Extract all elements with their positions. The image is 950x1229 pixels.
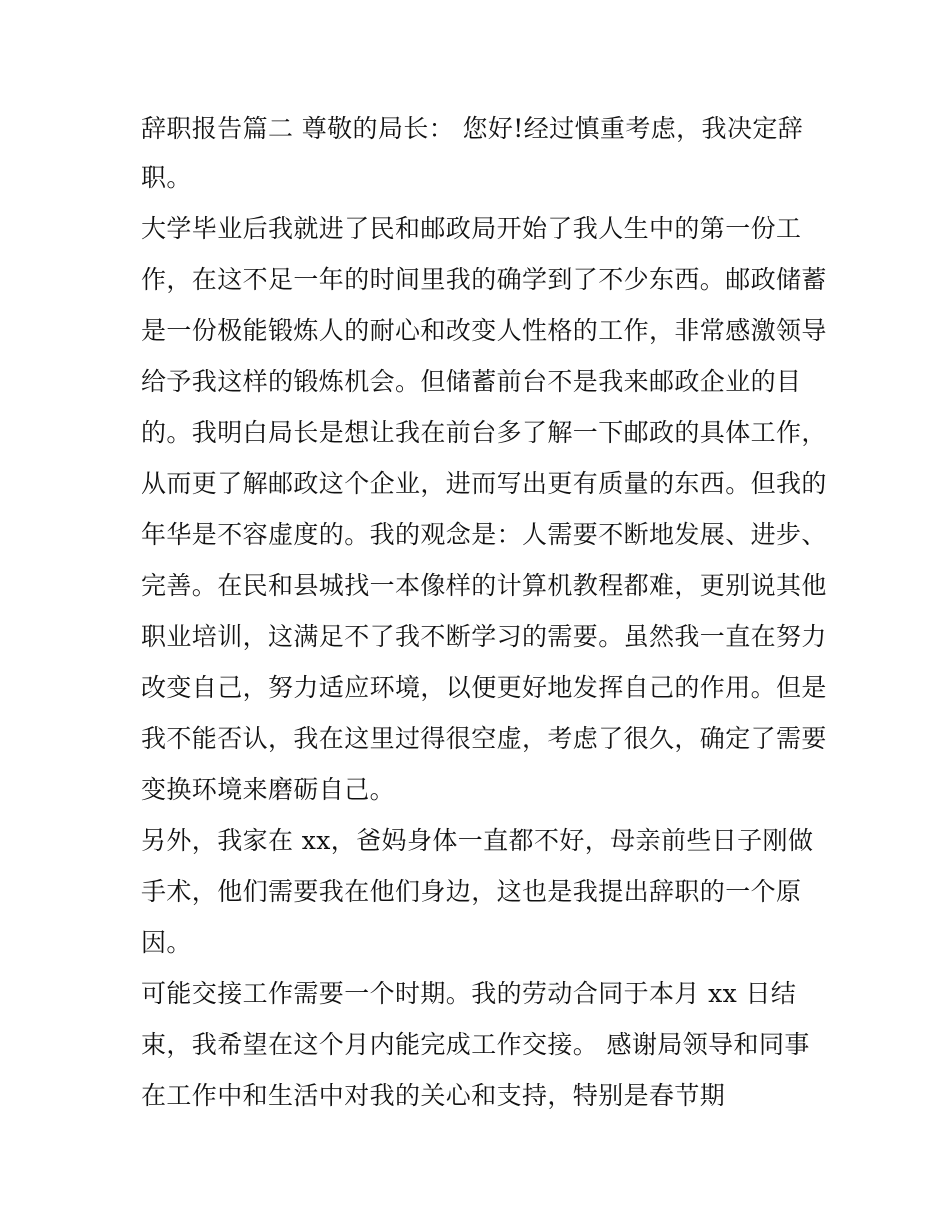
text-line-5: 是一份极能锻炼人的耐心和改变人性格的工作，非常感激领导	[141, 316, 827, 345]
text-line-12: 改变自己，努力适应环境，以便更好地发挥自己的作用。但是	[141, 673, 827, 702]
text-line-14: 变换环境来磨砺自己。	[141, 775, 396, 804]
text-line-3: 大学毕业后我就进了民和邮政局开始了我人生中的第一份工	[141, 214, 802, 243]
text-line-18: 可能交接工作需要一个时期。我的劳动合同于本月 xx 日结	[141, 979, 797, 1008]
text-line-16: 手术，他们需要我在他们身边，这也是我提出辞职的一个原	[141, 877, 802, 906]
text-line-6: 给予我这样的锻炼机会。但储蓄前台不是我来邮政企业的目	[141, 367, 802, 396]
text-line-10: 完善。在民和县城找一本像样的计算机教程都难，更别说其他	[141, 571, 827, 600]
text-line-17: 因。	[141, 928, 192, 957]
text-line-1: 辞职报告篇二 尊敬的局长： 您好!经过慎重考虑，我决定辞	[141, 114, 804, 143]
text-line-13: 我不能否认，我在这里过得很空虚，考虑了很久，确定了需要	[141, 724, 827, 753]
text-line-2: 职。	[141, 163, 192, 192]
text-line-20: 在工作中和生活中对我的关心和支持，特别是春节期	[141, 1081, 726, 1110]
text-line-19: 束，我希望在这个月内能完成工作交接。 感谢局领导和同事	[141, 1030, 810, 1059]
text-line-8: 从而更了解邮政这个企业，进而写出更有质量的东西。但我的	[141, 469, 827, 498]
text-line-11: 职业培训，这满足不了我不断学习的需要。虽然我一直在努力	[141, 622, 827, 651]
text-line-9: 年华是不容虚度的。我的观念是：人需要不断地发展、进步、	[141, 520, 827, 549]
text-line-7: 的。我明白局长是想让我在前台多了解一下邮政的具体工作，	[141, 418, 827, 447]
text-line-15: 另外，我家在 xx，爸妈身体一直都不好，母亲前些日子刚做	[141, 826, 814, 855]
text-line-4: 作，在这不足一年的时间里我的确学到了不少东西。邮政储蓄	[141, 265, 827, 294]
